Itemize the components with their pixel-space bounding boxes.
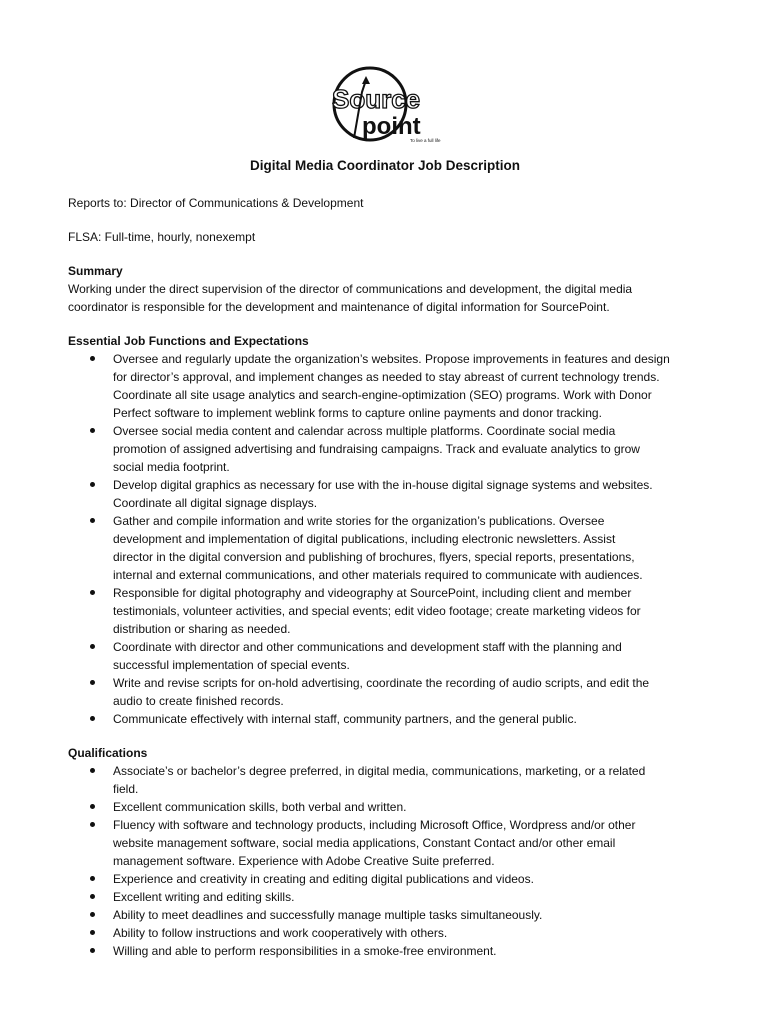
- list-item: [113, 350, 708, 422]
- list-item-text: Associate’s or bachelor’s degree preferred, in digital media, communications, marketing, or a related field.: [113, 764, 646, 796]
- bullet-icon: [90, 680, 95, 685]
- list-item: [113, 906, 708, 924]
- sourcepoint-logo: [326, 64, 446, 150]
- qualifications-heading: Qualifications: [68, 746, 148, 760]
- list-item-text: Write and revise scripts for on-hold advertising, coordinate the recording of audio scripts, and edit the audio to create finished records.: [113, 676, 650, 708]
- logo-bottom-word: point: [362, 113, 421, 140]
- list-item-text: Communicate effectively with internal staff, community partners, and the general public.: [113, 712, 577, 726]
- list-item: [113, 762, 708, 798]
- list-item: [113, 816, 708, 870]
- essential-functions-list: [68, 350, 708, 728]
- qualifications-list: [68, 762, 708, 960]
- essential-functions-heading: Essential Job Functions and Expectations: [68, 334, 309, 348]
- bullet-icon: [90, 518, 95, 523]
- bullet-icon: [90, 930, 95, 935]
- list-item: [113, 674, 708, 710]
- list-item: [113, 422, 708, 476]
- bullet-icon: [90, 894, 95, 899]
- flsa-status: FLSA: Full-time, hourly, nonexempt: [68, 230, 256, 244]
- list-item: [113, 942, 708, 960]
- document-title: Digital Media Coordinator Job Description: [249, 158, 521, 173]
- list-item-text: Willing and able to perform responsibilities in a smoke-free environment.: [113, 944, 497, 958]
- list-item: [113, 798, 708, 816]
- bullet-icon: [90, 644, 95, 649]
- list-item-text: Experience and creativity in creating and editing digital publications and videos.: [113, 872, 534, 886]
- bullet-icon: [90, 428, 95, 433]
- bullet-icon: [90, 804, 95, 809]
- bullet-icon: [90, 356, 95, 361]
- list-item: [113, 924, 708, 942]
- list-item-text: Develop digital graphics as necessary for use with the in-house digital signage systems and websites. Coordinate all digital signage displays.: [113, 478, 653, 510]
- logo-tagline: To live a full life: [410, 138, 441, 143]
- list-item: [113, 888, 708, 906]
- summary-heading: Summary: [68, 264, 123, 278]
- bullet-icon: [90, 822, 95, 827]
- list-item-text: Responsible for digital photography and videography at SourcePoint, including client and member testimonials, volunteer activities, and special events; edit video footage; create marketing videos for distribution or sharing as needed.: [113, 586, 641, 636]
- bullet-icon: [90, 590, 95, 595]
- summary-text: Working under the direct supervision of the director of communications and development, the digital media coordinator is responsible for the development and maintenance of digital information for SourcePoint.: [68, 282, 633, 314]
- list-item-text: Coordinate with director and other communications and development staff with the planning and successful implementation of special events.: [113, 640, 622, 672]
- list-item: [113, 710, 708, 728]
- bullet-icon: [90, 912, 95, 917]
- list-item-text: Excellent writing and editing skills.: [113, 890, 295, 904]
- logo-top-word: Source: [332, 84, 421, 114]
- list-item-text: Ability to follow instructions and work cooperatively with others.: [113, 926, 448, 940]
- bullet-icon: [90, 948, 95, 953]
- list-item: [113, 476, 708, 512]
- list-item-text: Excellent communication skills, both verbal and written.: [113, 800, 407, 814]
- bullet-icon: [90, 716, 95, 721]
- bullet-icon: [90, 876, 95, 881]
- list-item: [113, 638, 708, 674]
- list-item-text: Ability to meet deadlines and successfully manage multiple tasks simultaneously.: [113, 908, 543, 922]
- list-item-text: Fluency with software and technology products, including Microsoft Office, Wordpress and/or other website management software, social media applications, Constant Contact and/or other email management software. Experience with Adobe Creative Suite preferred.: [113, 818, 636, 868]
- list-item-text: Oversee social media content and calendar across multiple platforms. Coordinate social media promotion of assigned advertising and fundraising campaigns. Track and evaluate analytics to grow social media footprint.: [113, 424, 640, 474]
- list-item-text: Oversee and regularly update the organization’s websites. Propose improvements in features and design for director’s approval, and implement changes as needed to stay abreast of current technology trends. Coordinate all site usage analytics and search-engine-optimization (SEO) programs. Work with Donor Perfect software to implement weblink forms to capture online payments and donor tracking.: [113, 352, 670, 420]
- document-body: [68, 194, 708, 960]
- list-item: [113, 870, 708, 888]
- list-item: [113, 512, 708, 584]
- list-item-text: Gather and compile information and write stories for the organization’s publications. Oversee development and implementation of digital publications, including electronic newsletters. Assist director in the digital conversion and publishing of brochures, flyers, special reports, presentations, internal and external communications, and other materials required to communicate with audiences.: [113, 514, 643, 582]
- list-item: [113, 584, 708, 638]
- bullet-icon: [90, 482, 95, 487]
- reports-to: Reports to: Director of Communications & Development: [68, 196, 364, 210]
- bullet-icon: [90, 768, 95, 773]
